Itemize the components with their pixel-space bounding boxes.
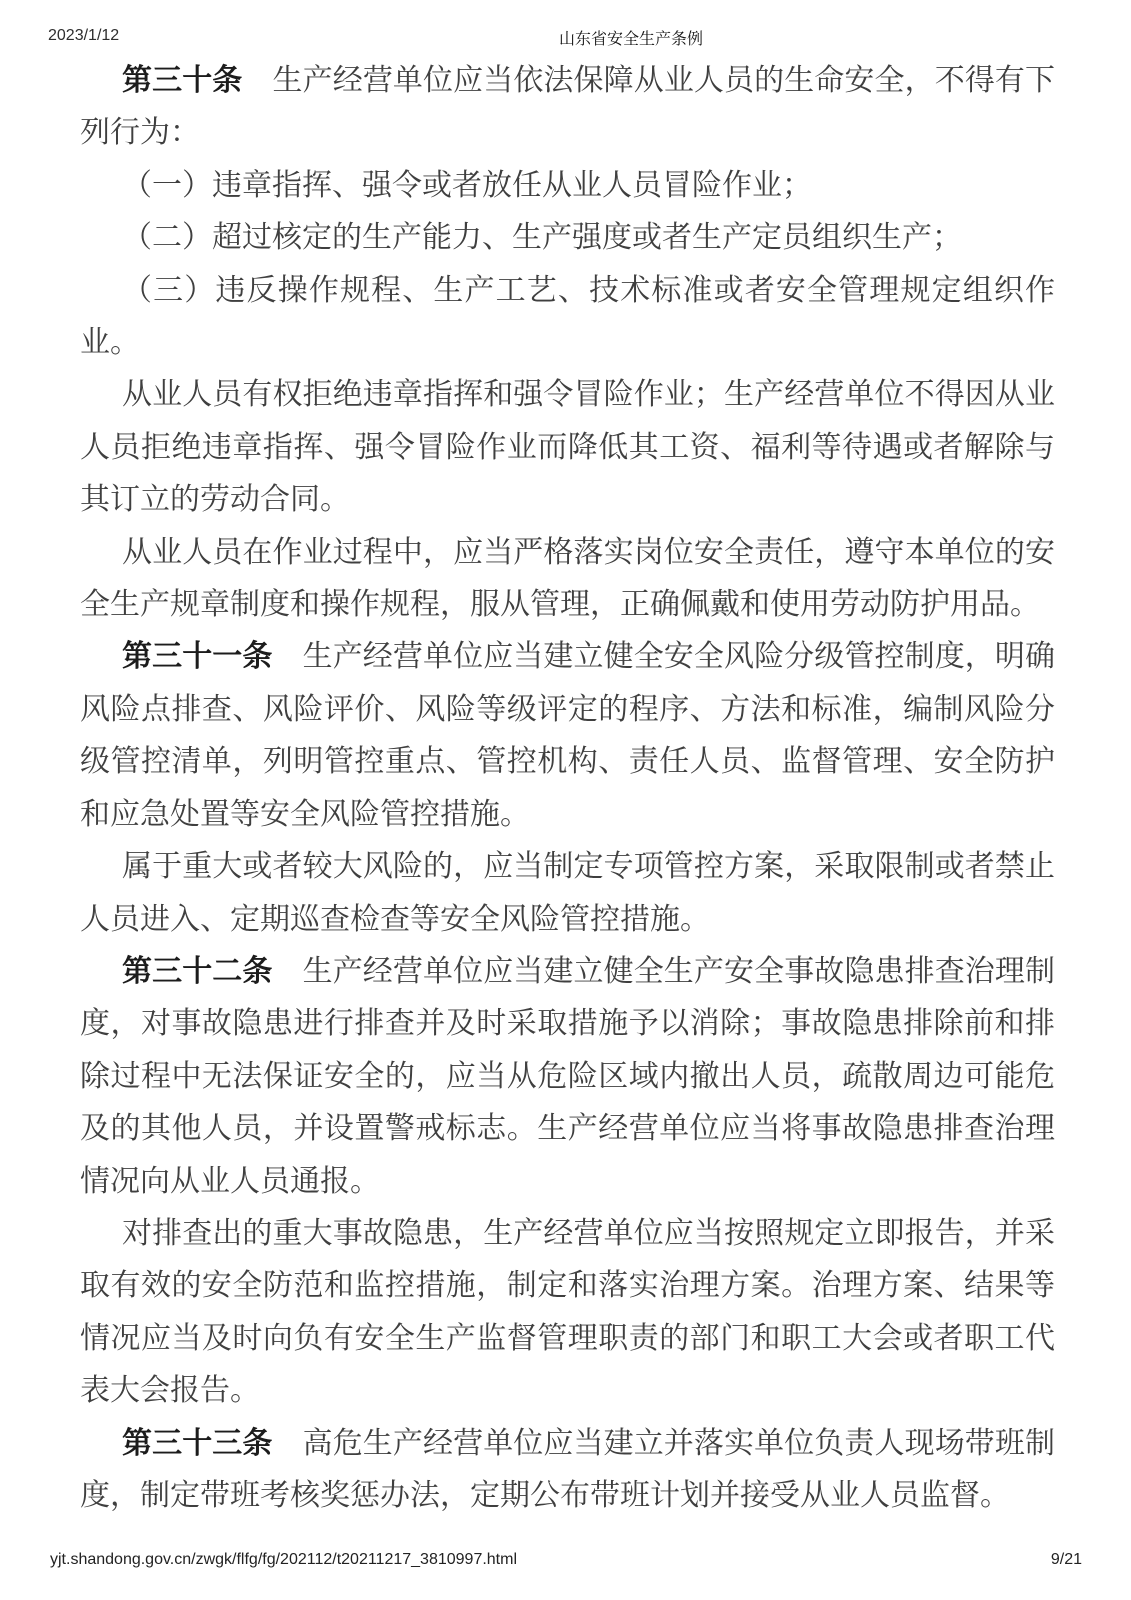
- header-document-title: 山东省安全生产条例: [559, 31, 704, 48]
- paragraph-article-32: [80, 946, 1055, 1208]
- paragraph-text: 对排查出的重大事故隐患，生产经营单位应当按照规定立即报告，并采取有效的安全防范和监控措施，制定和落实治理方案。治理方案、结果等情况应当及时向负有安全生产监督管理职责的部门和职工大会或者职工代表大会报告。: [80, 1216, 1055, 1408]
- paragraph-item-2: [80, 212, 1055, 264]
- paragraph-text: 属于重大或者较大风险的，应当制定专项管控方案，采取限制或者禁止人员进入、定期巡查检查等安全风险管控措施。: [80, 850, 1055, 936]
- paragraph-article-30-clause-3: [80, 527, 1055, 632]
- paragraph-text: （二）超过核定的生产能力、生产强度或者生产定员组织生产；: [122, 221, 962, 255]
- article-31-number: 第三十一条: [122, 640, 273, 674]
- paragraph-article-30-clause-2: [80, 369, 1055, 526]
- footer-source-url: yjt.shandong.gov.cn/zwgk/flfg/fg/202112/t20211217_3810997.html: [50, 1551, 518, 1568]
- article-32-number: 第三十二条: [122, 954, 273, 988]
- paragraph-article-30: [80, 55, 1055, 160]
- paragraph-text: （三）违反操作规程、生产工艺、技术标准或者安全管理规定组织作业。: [80, 273, 1055, 360]
- paragraph-text: 生产经营单位应当建立健全安全风险分级管控制度，明确风险点排查、风险评价、风险等级评定的程序、方法和标准，编制风险分级管控清单，列明管控重点、管控机构、责任人员、监督管理、安全防护和应急处置等安全风险管控措施。: [80, 640, 1056, 831]
- paragraph-text: 从业人员有权拒绝违章指挥和强令冒险作业；生产经营单位不得因从业人员拒绝违章指挥、强令冒险作业而降低其工资、福利等待遇或者解除与其订立的劳动合同。: [80, 378, 1055, 517]
- paragraph-article-33: [80, 1418, 1055, 1523]
- header-date: 2023/1/12: [48, 27, 120, 44]
- document-body: [80, 55, 1055, 1522]
- footer-page-number: 9/21: [1050, 1551, 1082, 1568]
- paragraph-text: 高危生产经营单位应当建立并落实单位负责人现场带班制度，制定带班考核奖惩办法，定期公布带班计划并接受从业人员监督。: [80, 1426, 1056, 1512]
- paragraph-article-31-clause-2: [80, 841, 1055, 946]
- article-33-number: 第三十三条: [122, 1426, 273, 1460]
- paragraph-text: （一）违章指挥、强令或者放任从业人员冒险作业；: [122, 168, 812, 202]
- paragraph-text: 从业人员在作业过程中，应当严格落实岗位安全责任，遵守本单位的安全生产规章制度和操作规程，服从管理，正确佩戴和使用劳动防护用品。: [80, 535, 1055, 622]
- paragraph-text: 生产经营单位应当依法保障从业人员的生命安全，不得有下列行为：: [80, 64, 1056, 150]
- paragraph-article-32-clause-2: [80, 1208, 1055, 1418]
- article-30-number: 第三十条: [122, 64, 243, 97]
- paragraph-item-3: [80, 265, 1055, 370]
- paragraph-item-1: [80, 160, 1055, 212]
- paragraph-article-31: [80, 631, 1055, 841]
- paragraph-text: 生产经营单位应当建立健全生产安全事故隐患排查治理制度，对事故隐患进行排查并及时采取措施予以消除；事故隐患排除前和排除过程中无法保证安全的，应当从危险区域内撤出人员，疏散周边可能危及的其他人员，并设置警戒标志。生产经营单位应当将事故隐患排查治理情况向从业人员通报。: [80, 954, 1056, 1198]
